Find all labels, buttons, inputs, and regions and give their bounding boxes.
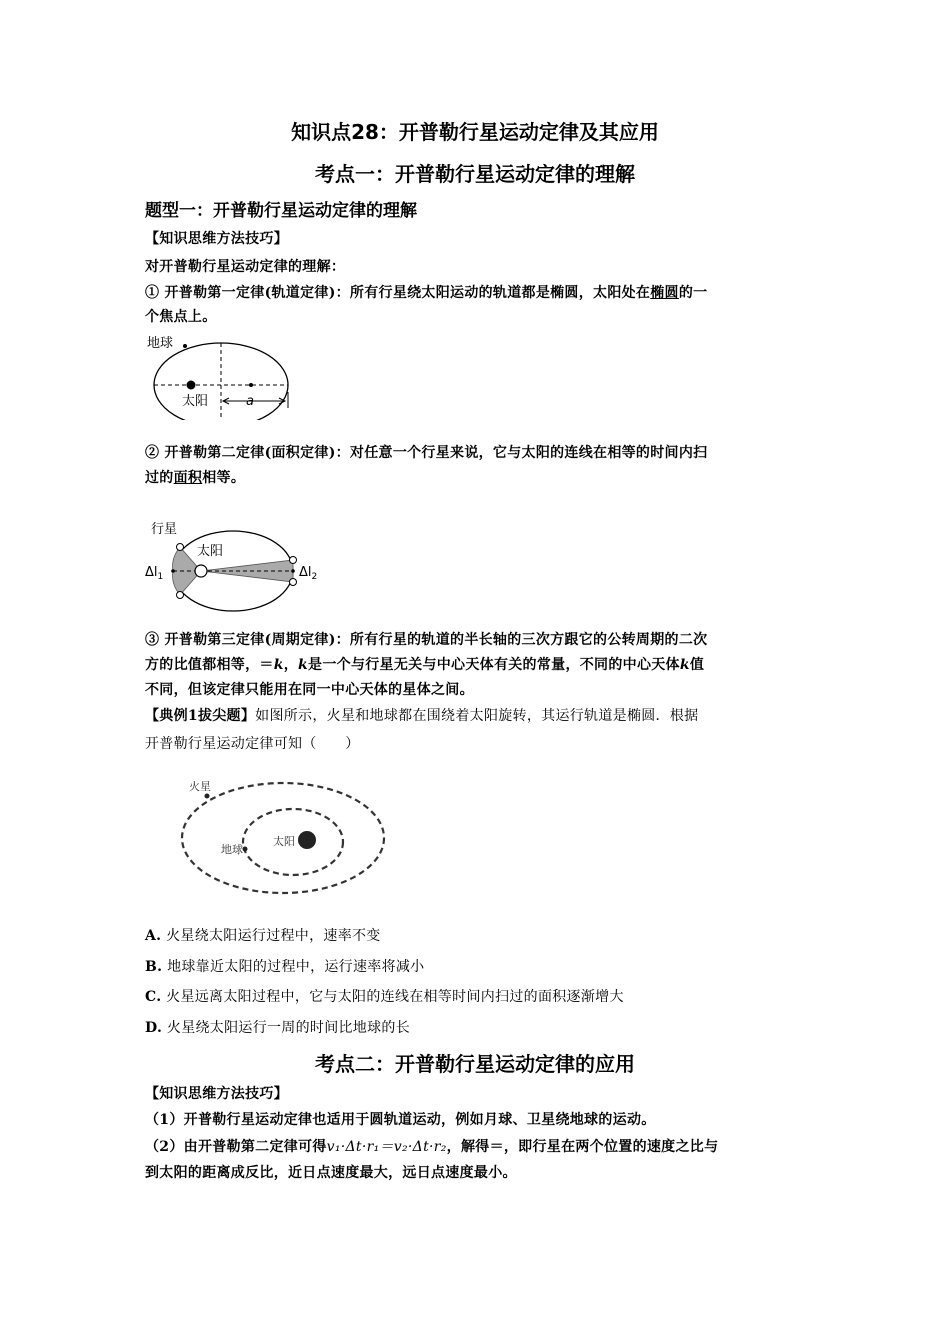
section2-item2-line1: （2）由开普勒第二定律可得v₁·Δt·r₁＝v₂·Δt·r₂，解得＝，即行星在两个位置的速度之比与 [145, 1139, 719, 1155]
section1-title: 考点一：开普勒行星运动定律的理解 [315, 162, 635, 186]
sun-dot [187, 381, 196, 390]
svg-text:Δl2: $\Delta l_2$ [299, 565, 318, 582]
sun-circle [195, 565, 207, 577]
mars-label: 火星 [189, 780, 211, 793]
section2-item2-line2: 到太阳的距离成反比，近日点速度最大，远日点速度最小。 [145, 1165, 517, 1181]
option-a: A. 火星绕太阳运行过程中，速率不变 [145, 928, 381, 944]
sun-label-3: 太阳 [273, 835, 295, 848]
law2-line2: 过的面积相等。 [145, 470, 246, 486]
svg-text:Δl1: $\Delta l_1$ [145, 565, 164, 582]
law2-line1: ② 开普勒第二定律(面积定律)：对任意一个行星来说，它与太阳的连线在相等的时间内扫 [145, 445, 708, 461]
mars-dot [205, 794, 210, 799]
tips-label-1: 【知识思维方法技巧】 [145, 231, 288, 247]
sun-label-2: 太阳 [197, 544, 224, 559]
earth-label-2: 地球 [221, 843, 243, 856]
option-c: C. 火星远离太阳过程中，它与太阳的连线在相等时间内扫过的面积逐渐增大 [145, 989, 624, 1005]
type-title: 题型一：开普勒行星运动定律的理解 [145, 201, 417, 221]
figure-ellipse-orbit [145, 330, 295, 420]
earth-dot [183, 344, 187, 348]
tips-label-2: 【知识思维方法技巧】 [145, 1086, 288, 1102]
section2-title: 考点二：开普勒行星运动定律的应用 [315, 1052, 635, 1076]
intro-text: 对开普勒行星运动定律的理解： [145, 259, 346, 275]
page-title: 知识点28：开普勒行星运动定律及其应用 [291, 120, 659, 144]
example-line2: 开普勒行星运动定律可知（ ） [145, 736, 360, 752]
a-label: a [246, 394, 254, 409]
earth-label: 地球 [147, 336, 174, 351]
law3-line2: 方的比值都相等，＝k，k是一个与行星无关与中心天体有关的常量，不同的中心天体k值 [145, 657, 705, 673]
earth-dot-2 [243, 847, 248, 852]
law3-line3: 不同，但该定律只能用在同一中心天体的星体之间。 [145, 682, 474, 698]
option-d: D. 火星绕太阳运行一周的时间比地球的长 [145, 1020, 410, 1036]
law3-line1: ③ 开普勒第三定律(周期定律)：所有行星的轨道的半长轴的三次方跟它的公转周期的二次 [145, 632, 708, 648]
section2-item1: （1）开普勒行星运动定律也适用于圆轨道运动，例如月球、卫星绕地球的运动。 [145, 1112, 656, 1128]
example-line1: 【典例1拔尖题】如图所示，火星和地球都在围绕着太阳旋转，其运行轨道是椭圆．根据 [145, 708, 699, 724]
sun-label: 太阳 [182, 394, 209, 409]
law1-line2: 个焦点上。 [145, 309, 217, 325]
figure-area-law [145, 515, 325, 615]
figure-mars-earth-orbits [175, 770, 395, 905]
sun-ball [298, 831, 316, 849]
option-b: B. 地球靠近太阳的过程中，运行速率将减小 [145, 959, 425, 975]
law1-line1: ① 开普勒第一定律(轨道定律)：所有行星绕太阳运动的轨道都是椭圆，太阳处在椭圆的一 [145, 285, 708, 301]
planet-label: 行星 [151, 522, 178, 537]
